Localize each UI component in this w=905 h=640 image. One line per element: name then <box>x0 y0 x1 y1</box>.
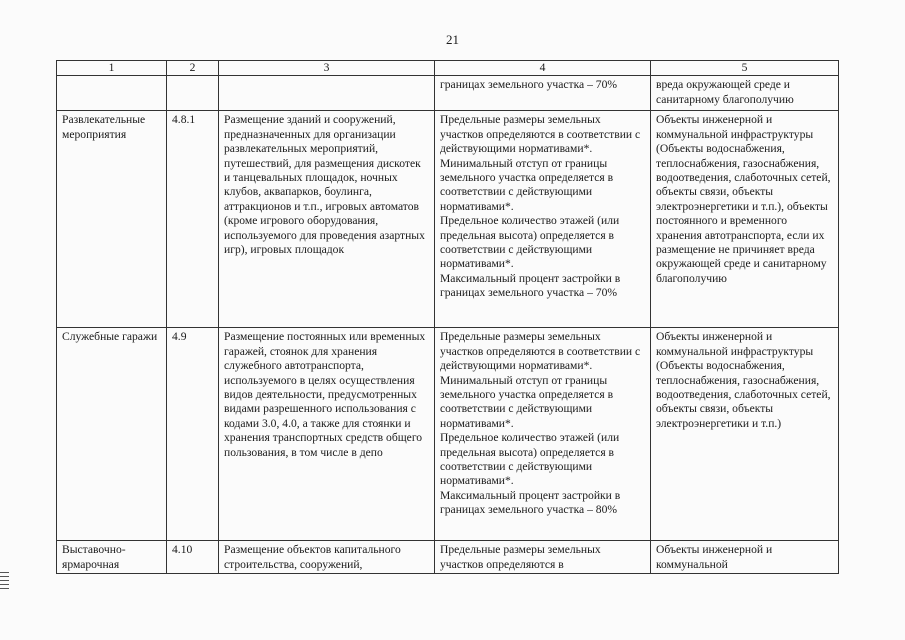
table-header-row <box>57 61 839 76</box>
description-cell: Размещение постоянных или временных гаражей, стоянок для хранения служебного автотранспорта, используемого в целях осуществления видов деятельности, предусмотренных видами разрешенного использования с кодами 3.0, 4.0, а также для стоянки и хранения транспортных средств общего пользования, в том числе в депо <box>219 328 435 541</box>
table-row <box>57 541 839 574</box>
description-cell: Размещение зданий и сооружений, предназначенных для организации развлекательных мероприятий, путешествий, для размещения дискотек и танцевальных площадок, ночных клубов, аквапарков, боулинга, аттракционов и т.п., игровых автоматов (кроме игрового оборудования, используемого для проведения азартных игр), игровых площадок <box>219 111 435 328</box>
use-name-cell: Выставочно-ярмарочная <box>57 541 167 574</box>
empty-cell <box>57 76 167 111</box>
empty-cell <box>167 76 219 111</box>
parameter-line: Предельные размеры земельных участков определяются в <box>440 543 601 571</box>
parameter-line: Минимальный отступ от границы земельного участка определяется в соответствии с действующими нормативами*. <box>440 156 614 213</box>
use-name-cell: Развлекательные мероприятия <box>57 111 167 328</box>
column-header: 2 <box>167 61 219 76</box>
parameter-line: Предельные размеры земельных участков определяются в соответствии с действующими нормативами*. <box>440 113 641 156</box>
use-name-cell: Служебные гаражи <box>57 328 167 541</box>
parameter-line: Минимальный отступ от границы земельного участка определяется в соответствии с действующими нормативами*. <box>440 373 614 430</box>
parameters-cell <box>435 111 651 328</box>
description-cell: Размещение объектов капитального строительства, сооружений, <box>219 541 435 574</box>
column-header: 4 <box>435 61 651 76</box>
table-row <box>57 111 839 328</box>
scan-margin-marks <box>0 572 10 592</box>
auxiliary-cell: Объекты инженерной и коммунальной инфраструктуры (Объекты водоснабжения, теплоснабжения, газоснабжения, водоотведения, слаботочных сетей, объекты связи, объекты электроэнергетики и т.п.) <box>651 328 839 541</box>
column-header: 3 <box>219 61 435 76</box>
parameter-line: Предельное количество этажей (или предельная высота) определяется в соответствии с действующими нормативами*. <box>440 431 620 488</box>
column-header: 5 <box>651 61 839 76</box>
parameter-line: Предельные размеры земельных участков определяются в соответствии с действующими нормативами*. <box>440 330 641 373</box>
empty-cell <box>219 76 435 111</box>
auxiliary-cell: Объекты инженерной и коммунальной инфраструктуры (Объекты водоснабжения, теплоснабжения, газоснабжения, водоотведения, слаботочных сетей, объекты связи, объекты электроэнергетики и т.п.), объекты постоянного и временного хранения автотранспорта, если их размещение не причиняет вреда окружающей среде и санитарному благополучию <box>651 111 839 328</box>
parameter-line: Максимальный процент застройки в границах земельного участка – 70% <box>440 271 621 300</box>
use-code-cell: 4.10 <box>167 541 219 574</box>
auxiliary-cell: вреда окружающей среде и санитарному благополучию <box>651 76 839 111</box>
parameters-cell <box>435 541 651 574</box>
zoning-table <box>56 60 839 574</box>
column-header: 1 <box>57 61 167 76</box>
auxiliary-cell: Объекты инженерной и коммунальной <box>651 541 839 574</box>
parameters-cell: границах земельного участка – 70% <box>435 76 651 111</box>
parameters-cell <box>435 328 651 541</box>
parameter-line: Максимальный процент застройки в границах земельного участка – 80% <box>440 488 621 517</box>
use-code-cell: 4.9 <box>167 328 219 541</box>
table-row <box>57 328 839 541</box>
use-code-cell: 4.8.1 <box>167 111 219 328</box>
parameter-line: Предельное количество этажей (или предельная высота) определяется в соответствии с действующими нормативами*. <box>440 214 620 271</box>
page-number: 21 <box>446 32 459 47</box>
continuation-row <box>57 76 839 111</box>
